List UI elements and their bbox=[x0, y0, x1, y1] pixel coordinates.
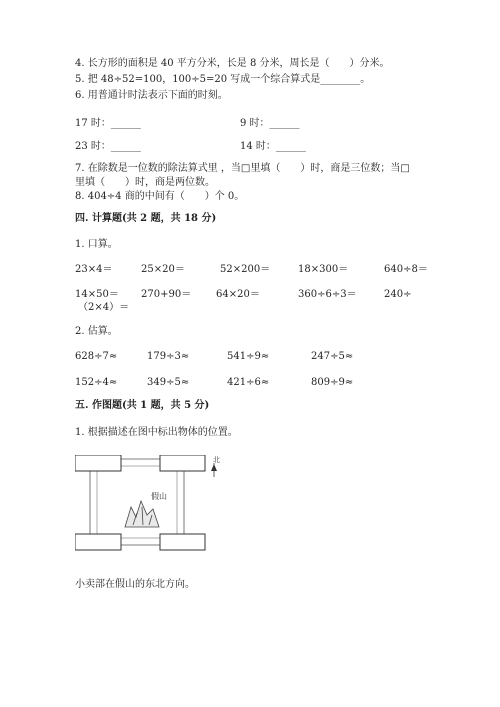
oral-item: 270+90＝ bbox=[141, 289, 192, 300]
estimate-item: 541÷9≈ bbox=[227, 351, 270, 362]
estimate-item: 349÷5≈ bbox=[147, 377, 190, 388]
building-top-right bbox=[160, 455, 205, 471]
estimate-item: 179÷3≈ bbox=[147, 351, 190, 362]
question-4: 4. 长方形的面积是 40 平方分米，长是 8 分米，周长是（ ）分米。 bbox=[75, 58, 390, 69]
time-item: 14 时：______ bbox=[240, 141, 306, 152]
question-7-line1: 7. 在除数是一位数的除法算式里 ，当□里填（ ）时，商是三位数；当□ bbox=[75, 163, 410, 174]
question-5-1: 1. 根据描述在图中标出物体的位置。 bbox=[75, 427, 238, 438]
oral-item: 14×50＝ bbox=[75, 289, 119, 300]
question-6: 6. 用普通计时法表示下面的时刻。 bbox=[75, 90, 228, 101]
estimate-item: 152÷4≈ bbox=[75, 377, 118, 388]
oral-item: 240÷ bbox=[384, 289, 412, 300]
diagram-caption: 小卖部在假山的东北方向。 bbox=[75, 579, 195, 590]
subsection-estimate-title: 2. 估算。 bbox=[75, 326, 118, 337]
estimate-item: 247÷5≈ bbox=[311, 351, 354, 362]
oral-item: 25×20＝ bbox=[141, 264, 185, 275]
question-5: 5. 把 48÷52=100，100÷5=20 写成一个综合算式是________。 bbox=[75, 74, 371, 85]
oral-item: 52×200＝ bbox=[220, 264, 271, 275]
time-item: 23 时：______ bbox=[75, 141, 141, 152]
estimate-item: 421÷6≈ bbox=[227, 377, 270, 388]
oral-item: 360÷6÷3＝ bbox=[298, 289, 357, 300]
section-5-title: 五. 作图题(共 1 题，共 5 分) bbox=[75, 400, 210, 411]
location-diagram bbox=[75, 455, 235, 555]
oral-item-continued: （2×4）＝ bbox=[78, 302, 130, 313]
location-diagram-svg bbox=[75, 455, 235, 555]
time-item: 9 时：______ bbox=[240, 118, 300, 129]
question-7-line2: 里填（ ）时，商是两位数。 bbox=[75, 177, 215, 188]
building-bottom-right bbox=[160, 534, 205, 550]
oral-item: 23×4＝ bbox=[75, 264, 113, 275]
estimate-item: 809÷9≈ bbox=[311, 377, 354, 388]
north-label: 北 bbox=[213, 456, 220, 464]
subsection-oral-title: 1. 口算。 bbox=[75, 239, 118, 250]
section-4-title: 四. 计算题(共 2 题，共 18 分) bbox=[75, 213, 217, 224]
rockery-label: 假山 bbox=[151, 492, 167, 501]
north-arrow-icon bbox=[211, 463, 217, 477]
oral-item: 640÷8＝ bbox=[384, 264, 428, 275]
time-item: 17 时：______ bbox=[75, 118, 141, 129]
estimate-item: 628÷7≈ bbox=[75, 351, 118, 362]
building-top-left bbox=[75, 455, 121, 471]
oral-item: 64×20＝ bbox=[216, 289, 260, 300]
oral-item: 18×300＝ bbox=[298, 264, 349, 275]
question-8: 8. 404÷4 商的中间有（ ）个 0。 bbox=[75, 191, 245, 202]
building-bottom-left bbox=[75, 534, 121, 550]
